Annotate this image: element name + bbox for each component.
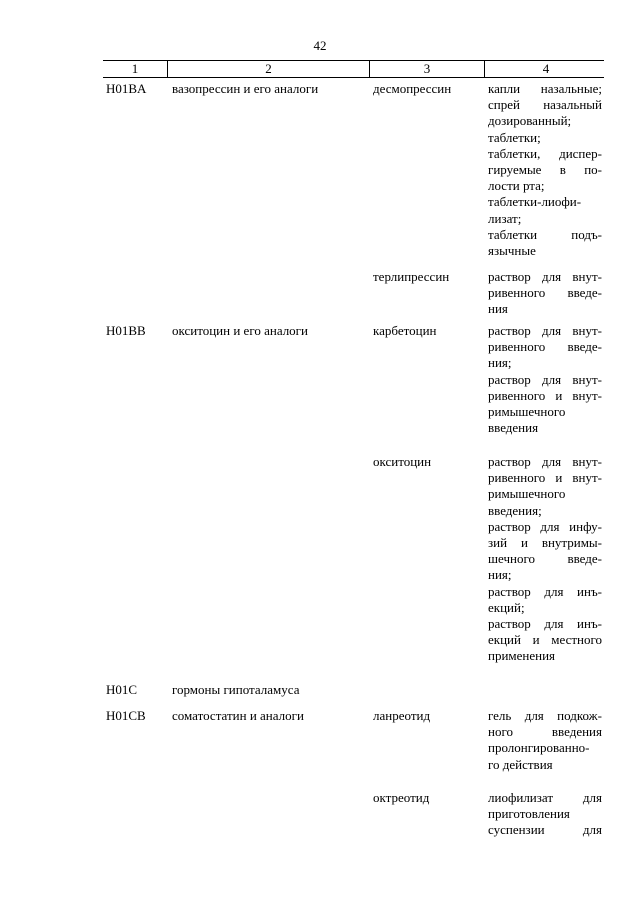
drug-name: [368, 682, 482, 698]
pharmacological-group: окситоцин и его аналоги: [172, 323, 308, 338]
dosage-form-line: таблетки-лиофи-: [488, 194, 582, 210]
dosage-forms: [482, 708, 604, 773]
drug-name: октреотид: [373, 790, 430, 805]
dosage-forms: [482, 790, 604, 839]
dosage-forms: [482, 454, 604, 665]
pharmacological-group: [167, 454, 368, 665]
atc-code: H01BB: [106, 323, 146, 338]
header-col-1: 1: [131, 61, 139, 76]
dosage-form-line: язычные: [488, 243, 536, 259]
dosage-form-line: приготовления: [488, 806, 570, 822]
dosage-form-line: капли назальные;: [488, 81, 602, 96]
dosage-form-line: таблетки подъ-: [488, 226, 602, 242]
dosage-form-line: спрей назальный: [488, 97, 602, 113]
atc-code: [103, 269, 167, 318]
drug-name: ланреотид: [373, 708, 431, 723]
dosage-form-line: введения;: [488, 502, 542, 518]
drug-name: окситоцин: [373, 454, 432, 469]
dosage-form-line: римышечного: [488, 404, 566, 420]
dosage-form-line: ривенного введе-: [488, 339, 602, 355]
pharmacological-group: гормоны гипоталамуса: [172, 682, 300, 697]
atc-code: [103, 454, 167, 665]
dosage-form-line: го действия: [488, 756, 553, 772]
dosage-form-line: раствор для внут-: [488, 454, 602, 469]
dosage-form-line: гель для подкож-: [488, 708, 602, 723]
dosage-forms: [482, 682, 604, 698]
dosage-forms: [482, 269, 604, 318]
pharmacological-group: вазопрессин и его аналоги: [172, 81, 319, 96]
dosage-form-line: римышечного: [488, 486, 566, 502]
dosage-form-line: лости рта;: [488, 178, 545, 194]
table-row: [103, 708, 604, 773]
dosage-form-line: шечного введе-: [488, 551, 602, 567]
header-col-3: 3: [369, 61, 484, 77]
dosage-form-line: ния;: [488, 355, 512, 371]
drug-name: терлипрессин: [373, 269, 450, 284]
dosage-form-line: введения: [488, 420, 539, 436]
dosage-form-line: ния;: [488, 567, 512, 583]
dosage-form-line: екций и местного: [488, 632, 602, 648]
dosage-form-line: ния: [488, 301, 508, 317]
dosage-form-line: дозированный;: [488, 113, 572, 129]
dosage-form-line: ривенного введе-: [488, 285, 602, 301]
dosage-form-line: зий и внутримы-: [488, 535, 602, 551]
dosage-form-line: раствор для инъ-: [488, 616, 602, 632]
dosage-form-line: пролонгированно-: [488, 740, 590, 756]
table-row: [103, 454, 604, 665]
dosage-form-line: применения: [488, 648, 556, 664]
dosage-form-line: екций;: [488, 599, 525, 615]
dosage-form-line: раствор для инъ-: [488, 583, 602, 599]
dosage-forms: [482, 81, 604, 259]
table-header: [103, 60, 604, 78]
dosage-form-line: раствор для внут-: [488, 371, 602, 387]
dosage-form-line: лизат;: [488, 210, 522, 226]
dosage-form-line: ного введения: [488, 724, 602, 740]
atc-code: H01BA: [106, 81, 147, 96]
dosage-form-line: гируемые в по-: [488, 162, 602, 178]
table-row: [103, 790, 604, 839]
pharmacological-group: [167, 790, 368, 839]
atc-code: [103, 790, 167, 839]
header-col-2: 2: [167, 61, 369, 77]
pharmacological-group: [167, 269, 368, 318]
dosage-form-line: таблетки;: [488, 129, 541, 145]
dosage-form-line: раствор для инфу-: [488, 518, 602, 534]
dosage-form-line: лиофилизат для: [488, 790, 602, 805]
dosage-forms: [482, 323, 604, 436]
dosage-form-line: раствор для внут-: [488, 323, 602, 338]
header-col-4: 4: [484, 61, 607, 77]
drug-name: карбетоцин: [373, 323, 437, 338]
dosage-form-line: таблетки, диспер-: [488, 145, 602, 161]
dosage-form-line: ривенного и внут-: [488, 387, 602, 403]
atc-code: H01CB: [106, 708, 146, 723]
table-row: [103, 323, 604, 436]
drug-name: десмопрессин: [373, 81, 452, 96]
drug-table: [103, 60, 604, 838]
dosage-form-line: ривенного и внут-: [488, 470, 602, 486]
pharmacological-group: соматостатин и аналоги: [172, 708, 304, 723]
dosage-form-line: раствор для внут-: [488, 269, 602, 284]
table-row: [103, 269, 604, 318]
table-row: [103, 81, 604, 259]
atc-code: H01C: [106, 682, 138, 697]
table-row: [103, 682, 604, 698]
dosage-form-line: суспензии для: [488, 822, 602, 838]
page-number: 42: [313, 38, 327, 53]
